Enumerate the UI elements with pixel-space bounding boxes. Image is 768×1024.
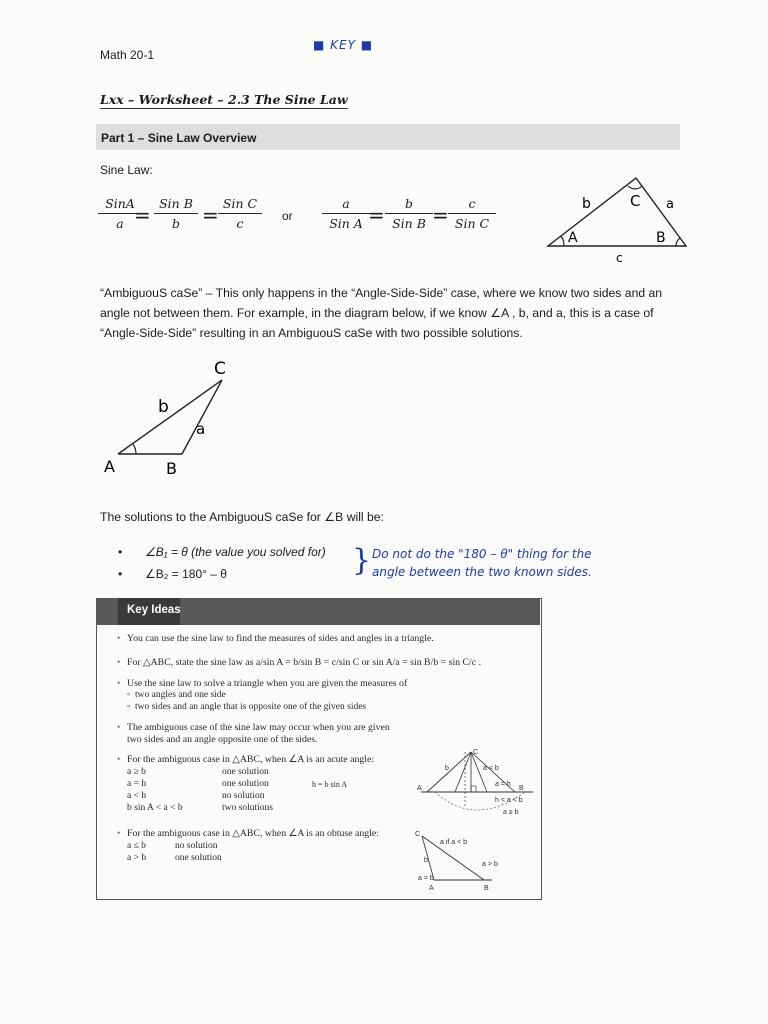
acute-case-2-cond: a = h	[127, 779, 147, 789]
or-label: or	[282, 209, 293, 223]
obtuse-label-a-gt-b: a > b	[482, 861, 498, 868]
triangle-label-A: A	[568, 230, 578, 246]
fraction-b-sinB: b Sin B	[385, 196, 433, 231]
acute-case-3-result: no solution	[222, 791, 265, 801]
handwritten-brace: }	[352, 543, 372, 578]
sine-law-label: Sine Law:	[100, 163, 153, 177]
ki-bullet: •	[117, 754, 121, 765]
diagram-label-A: A	[104, 457, 115, 476]
acute-case-3-cond: a < h	[127, 791, 147, 801]
ki-bullet: •	[117, 657, 121, 668]
triangle-label-b: b	[582, 196, 591, 212]
obtuse-label-b: b	[424, 857, 428, 864]
angle-arc-A	[561, 236, 564, 246]
fraction-a-sinA: a Sin A	[322, 196, 370, 231]
acute-label-A: A	[417, 785, 422, 792]
equals-sign: =	[134, 203, 151, 227]
fraction-c-sinC: c Sin C	[448, 196, 496, 231]
ambiguous-paragraph: “AmbiguouS caSe” – This only happens in the “Angle-Side-Side” case, where we know two sides and an angle not between them. For example, in the diagram below, if we know ∠A , b, and a, this is a case of “Angle-Side-Side” resulting in an AmbiguouS caSe with two possible solutions.	[100, 286, 663, 340]
acute-label-h-lt-a-lt-b: h < a < b	[495, 797, 523, 804]
equals-sign: =	[368, 203, 385, 227]
acute-case-figure	[415, 748, 537, 820]
bullet-dot: •	[118, 567, 123, 581]
fraction-sinA-a: SinA a	[98, 196, 142, 231]
bullet-dot: •	[118, 545, 123, 559]
angle-arc-C	[628, 186, 642, 189]
diagram-label-b: b	[158, 397, 169, 417]
acute-case-4-cond: b sin A < a < b	[127, 803, 183, 813]
acute-label-a-lt-b: a < b	[483, 765, 499, 772]
equals-sign: =	[202, 203, 219, 227]
key-idea-6: For the ambiguous case in △ABC, when ∠A is an obtuse angle:	[127, 828, 379, 839]
fraction-sinC-c: Sin C c	[218, 196, 262, 231]
acute-case-1-result: one solution	[222, 767, 269, 777]
key-idea-2: For △ABC, state the sine law as a/sin A = b/sin B = c/sin C or sin A/a = sin B/b = sin C/c .	[127, 657, 482, 668]
triangle-label-C: C	[630, 192, 641, 210]
acute-case-4-result: two solutions	[222, 803, 273, 813]
obtuse-label-A: A	[429, 885, 434, 892]
key-idea-5: For the ambiguous case in △ABC, when ∠A is an acute angle:	[127, 754, 375, 765]
triangle-label-a: a	[666, 197, 674, 212]
equals-sign: =	[432, 203, 449, 227]
solutions-intro: The solutions to the AmbiguouS caSe for ∠B will be:	[100, 510, 384, 524]
obtuse-case-1-cond: a ≤ b	[127, 841, 146, 851]
ki-bullet: •	[117, 678, 121, 689]
key-handwritten-note: ■ KEY ■	[313, 38, 374, 52]
ki-subbullet: ◦	[127, 702, 131, 712]
solution-bullet-2: ∠B₂ = 180° – θ	[145, 567, 227, 581]
obtuse-label-a-if: a if a < b	[440, 839, 468, 846]
worksheet-title: Lxx – Worksheet – 2.3 The Sine Law	[100, 92, 348, 107]
acute-label-B: B	[519, 785, 524, 792]
handwritten-note-line-1: Do not do the "180 – θ" thing for the	[372, 547, 592, 561]
obtuse-case-figure	[412, 828, 536, 896]
key-ideas-title: Key Ideas	[127, 604, 181, 616]
handwritten-note	[372, 545, 592, 581]
solution-bullet-1: ∠B₁ = θ (the value you solved for)	[145, 545, 326, 559]
obtuse-label-B: B	[484, 885, 489, 892]
diagram-label-B: B	[166, 459, 177, 478]
handwritten-note-line-2: angle between the two known sides.	[372, 565, 592, 579]
course-label: Math 20-1	[100, 48, 155, 62]
acute-label-a-ge-b: a ≥ b	[503, 809, 519, 816]
h-formula: h = b sin A	[312, 780, 348, 789]
key-idea-3: Use the sine law to solve a triangle when you are given the measures of	[127, 678, 408, 689]
triangle-label-c: c	[616, 251, 623, 265]
angle-arc-B	[676, 238, 680, 246]
fraction-sinB-b: Sin B b	[154, 196, 198, 231]
key-idea-3-sub-2: two sides and an angle that is opposite one of the given sides	[135, 702, 367, 712]
acute-label-b: b	[445, 765, 449, 772]
acute-label-C: C	[473, 749, 479, 756]
obtuse-case-2-cond: a > b	[127, 853, 147, 863]
key-idea-4-line-2: two sides and an angle opposite one of the sides.	[127, 734, 318, 745]
ki-subbullet: ◦	[127, 690, 131, 700]
key-idea-3-sub-1: two angles and one side	[135, 690, 226, 700]
diagram-label-a: a	[196, 420, 206, 438]
angle-arc-A	[133, 444, 136, 454]
side-b	[118, 380, 222, 454]
obtuse-case-1-result: no solution	[175, 841, 218, 851]
obtuse-label-a-eq-b: a = b	[418, 875, 434, 882]
obtuse-label-C: C	[415, 831, 421, 838]
ambiguous-case-diagram	[96, 350, 256, 480]
triangle-diagram	[538, 170, 698, 265]
acute-label-a-eq-h: a = h	[495, 781, 511, 788]
key-idea-4: The ambiguous case of the sine law may occur when you are given	[127, 722, 390, 733]
obtuse-case-2-result: one solution	[175, 853, 222, 863]
triangle-label-B: B	[656, 230, 666, 246]
key-idea-1: You can use the sine law to find the measures of sides and angles in a triangle.	[127, 633, 434, 644]
part-title: Part 1 – Sine Law Overview	[101, 131, 257, 145]
acute-case-1-cond: a ≥ b	[127, 767, 146, 777]
diagram-label-C: C	[214, 359, 226, 379]
title-underline	[100, 108, 348, 109]
ki-bullet: •	[117, 828, 121, 839]
ki-bullet: •	[117, 633, 121, 644]
acute-case-2-result: one solution	[222, 779, 269, 789]
side-a	[182, 380, 222, 454]
ki-bullet: •	[117, 722, 121, 733]
